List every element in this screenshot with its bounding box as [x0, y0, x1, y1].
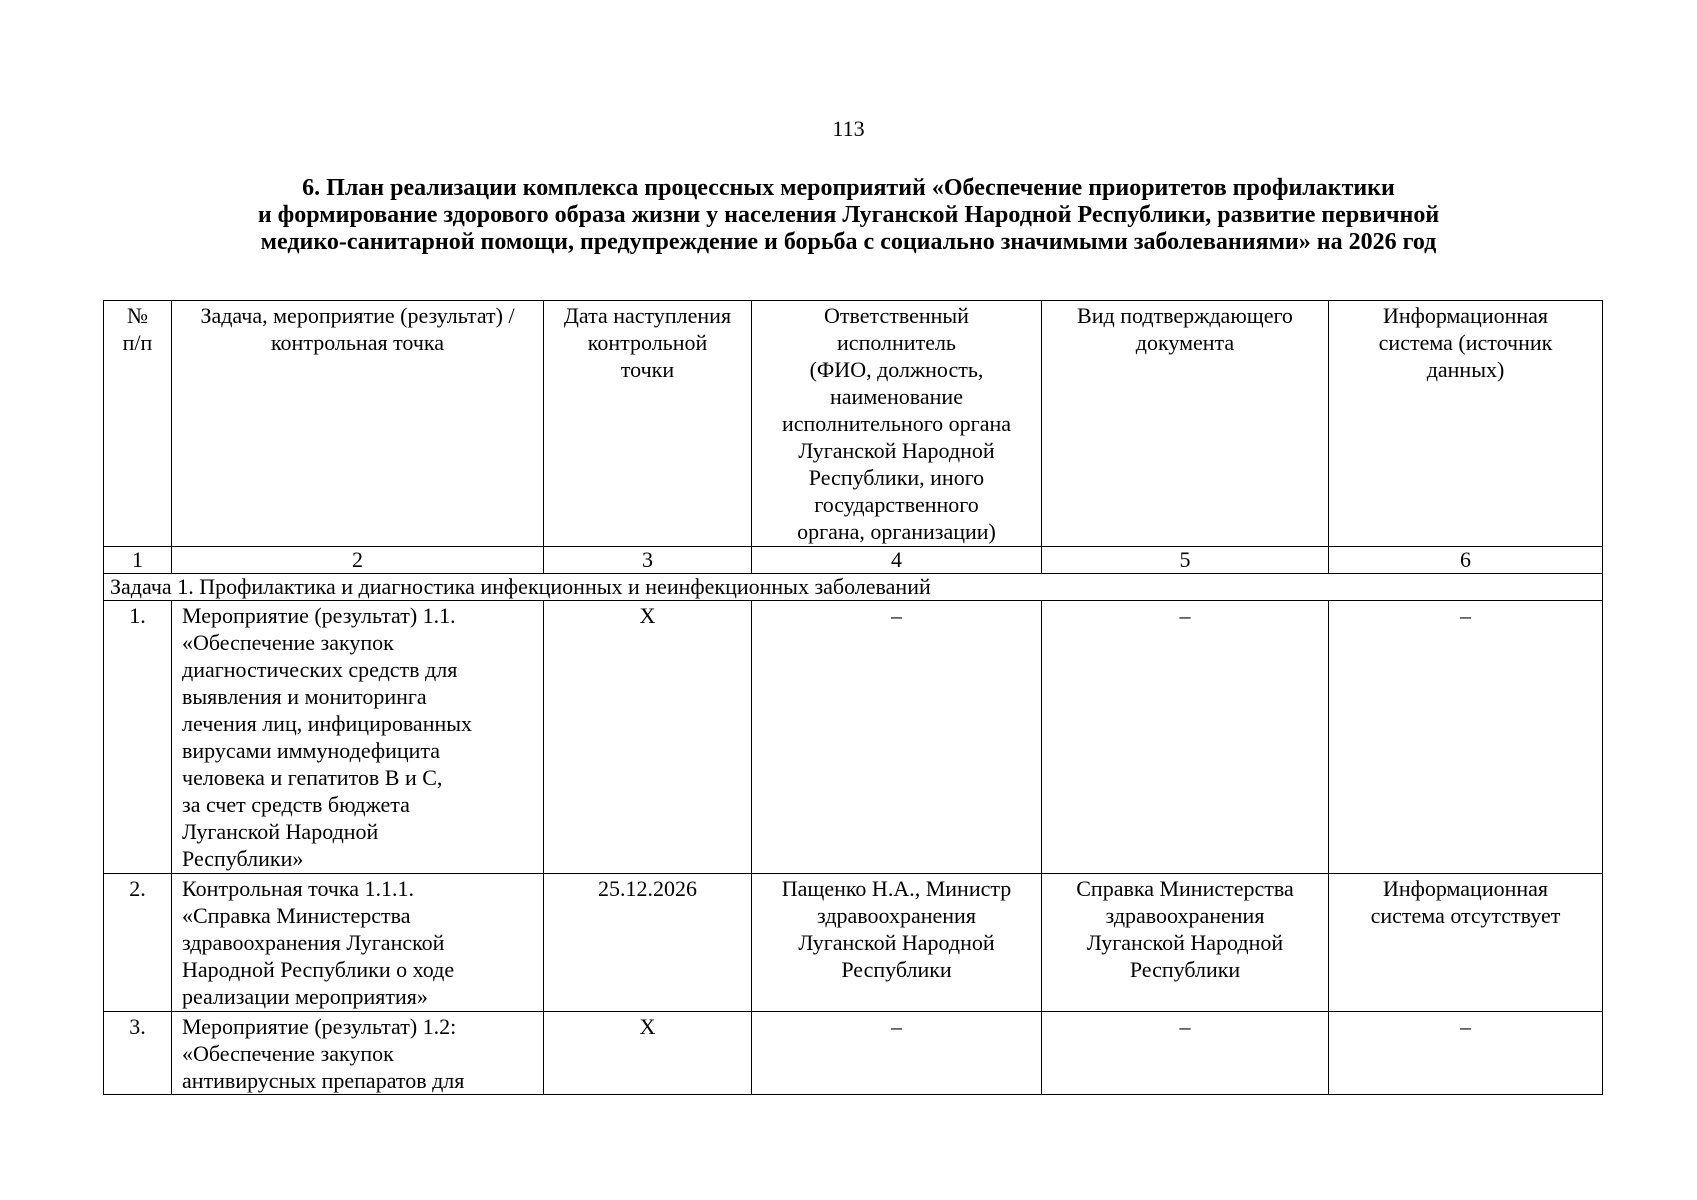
column-number-row — [104, 547, 1603, 574]
row-name: Мероприятие (результат) 1.2: «Обеспечение закупок антивирусных препаратов для — [172, 1012, 544, 1095]
row-executor: – — [752, 1012, 1042, 1095]
column-number: 4 — [752, 547, 1042, 574]
task-row — [104, 574, 1603, 601]
header-number: № п/п — [104, 301, 172, 547]
row-number: 2. — [104, 874, 172, 1012]
page-title — [100, 175, 1597, 256]
header-date: Дата наступления контрольной точки — [544, 301, 752, 547]
row-document: Справка Министерства здравоохранения Луганской Народной Республики — [1042, 874, 1329, 1012]
title-line-1: 6. План реализации комплекса процессных мероприятий «Обеспечение приоритетов профилактики — [302, 175, 1395, 201]
column-number: 3 — [544, 547, 752, 574]
row-system: – — [1329, 1012, 1603, 1095]
header-task: Задача, мероприятие (результат) / контрольная точка — [172, 301, 544, 547]
row-document: – — [1042, 601, 1329, 874]
page-number: 113 — [832, 116, 865, 141]
header-document: Вид подтверждающего документа — [1042, 301, 1329, 547]
row-number: 1. — [104, 601, 172, 874]
row-name: Контрольная точка 1.1.1. «Справка Министерства здравоохранения Луганской Народной Республики о ходе реализации мероприятия» — [172, 874, 544, 1012]
column-number: 5 — [1042, 547, 1329, 574]
task-heading: Задача 1. Профилактика и диагностика инфекционных и неинфекционных заболеваний — [104, 574, 1603, 601]
row-name: Мероприятие (результат) 1.1. «Обеспечение закупок диагностических средств для выявления и мониторинга лечения лиц, инфицированных вирусами иммунодефицита человека и гепатитов B и C, за счет средств бюджета Луганской Народной Республики» — [172, 601, 544, 874]
header-system: Информационная система (источник данных) — [1329, 301, 1603, 547]
table-header-row — [104, 301, 1603, 547]
row-date: 25.12.2026 — [544, 874, 752, 1012]
table-row — [104, 601, 1603, 874]
column-number: 6 — [1329, 547, 1603, 574]
row-executor: Пащенко Н.А., Министр здравоохранения Луганской Народной Республики — [752, 874, 1042, 1012]
title-line-3: медико-санитарной помощи, предупреждение и борьба с социально значимыми заболеваниями» на 2026 год — [260, 229, 1437, 255]
table-row — [104, 874, 1603, 1012]
row-number: 3. — [104, 1012, 172, 1095]
row-system: Информационная система отсутствует — [1329, 874, 1603, 1012]
header-executor: Ответственный исполнитель (ФИО, должность, наименование исполнительного органа Луганской Народной Республики, иного государственного органа, организации) — [752, 301, 1042, 547]
row-document: – — [1042, 1012, 1329, 1095]
plan-table — [103, 300, 1603, 1095]
table-row — [104, 1012, 1603, 1095]
title-line-2: и формирование здорового образа жизни у населения Луганской Народной Республики, развитие первичной — [257, 202, 1440, 228]
column-number: 2 — [172, 547, 544, 574]
row-date: Х — [544, 1012, 752, 1095]
row-date: Х — [544, 601, 752, 874]
row-system: – — [1329, 601, 1603, 874]
column-number: 1 — [104, 547, 172, 574]
row-executor: – — [752, 601, 1042, 874]
